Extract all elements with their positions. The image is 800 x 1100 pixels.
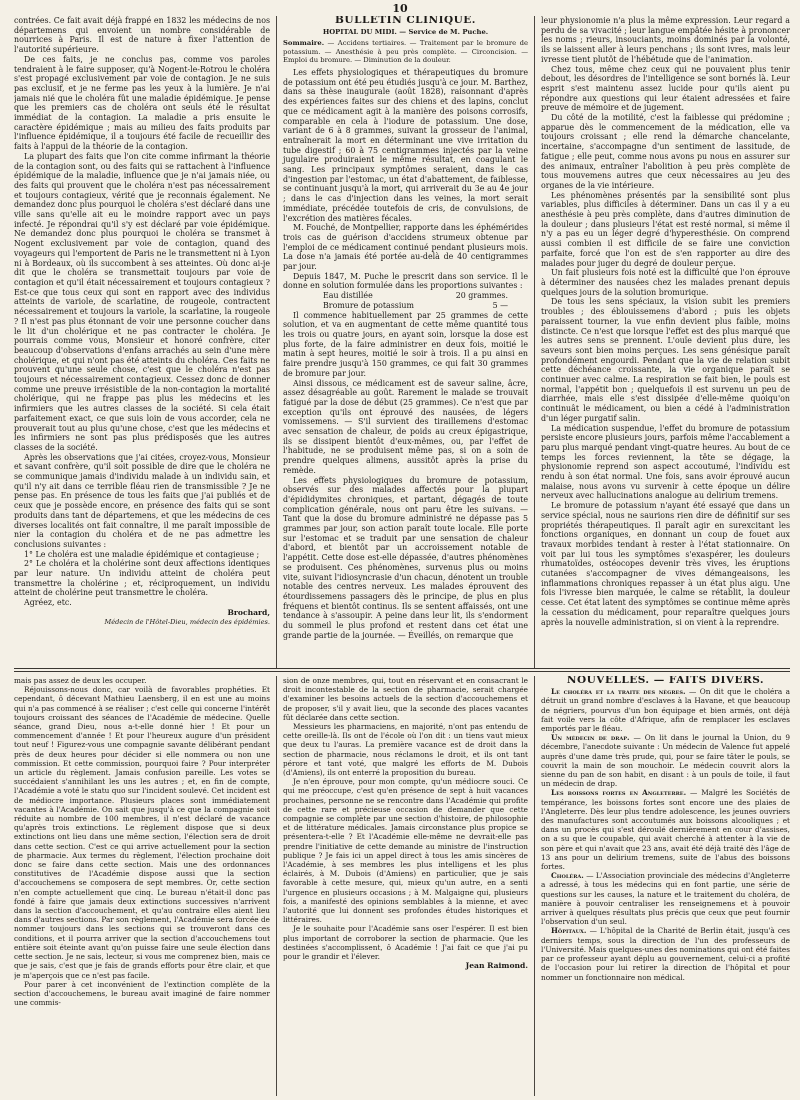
news-item-title: Les boissons fortes en Angleterre. [551, 788, 687, 798]
paragraph: Messieurs les pharmaciens, en majorité, n'ont pas entendu de cette oreille-là. Ils ont de l'école où l'on dit : un tiens vaut mieux que deux tu l'auras. La première vacance est de droit dans la section de pharmacie, nous réclamons le droit, et ils ont tant pérore et tant voté, que malgré les efforts de M. Dubois (d'Amiens), ils ont enterré la proposition du bureau. [283, 722, 528, 778]
recipe-amount: 20 grammes. [455, 291, 508, 301]
letter-column [14, 16, 276, 668]
upper-columns [14, 16, 790, 668]
divider [14, 671, 790, 672]
news-item-text: — L'Association provinciale des médecins d'Angleterre a adressé, à tous les médecins qui en font partie, une série de questions sur les causes, la nature et le traitement du choléra, de manière à pouvoir centraliser les renseignemens et à pouvoir arriver à quelques résultats plus précis que ceux que peut fournir l'observation d'un seul. [541, 871, 790, 927]
paragraph: La médication suspendue, l'effet du bromure de potassium persiste encore plusieurs jours, parfois même l'accablement a paru plus marqué pendant vingt-quatre heures. Au bout de ce temps les forces reviennent, la tête se dégage, la physionomie reprend son aspect accoutumé, l'individu est rendu à son état normal. Une fois, sans avoir éprouvé aucun malaise, nous avons vu survenir à cette époque un délire nerveux avec hallucinations analogue au delirium tremens. [541, 423, 790, 501]
recipe-line [283, 291, 528, 301]
section-heading: BULLETIN CLINIQUE. [335, 16, 476, 26]
page-number: 10 [392, 2, 408, 15]
paragraph: Le bromure de potassium n'ayant été essayé que dans un service spécial, nous ne saurions rien dire de définitif sur ses propriétés thérapeutiques. Il paraît agir en surexcitant les fonctions organiques, en donnant un coup de fouet aux travaux morbides tendant à rester à l'état stationnaire. On voit par lui tous les symptômes s'exaspérer, les douleurs rhumatoïdes, ostéocopes devenir très vives, les éruptions cutanées s'accompagner de vives démangeaisons, les inflammations chroniques repasser à un état plus aigu. Une fois l'ivresse bien marquée, le calme se rétablit, la douleur cesse. Cet état latent des symptômes se continue même après la cessation du médicament, pour reparaître quelques jours après la nouvelle administration, si on vient à la reprendre. [541, 501, 790, 627]
paragraph: Un fait plusieurs fois noté est la difficulté que l'on éprouve à déterminer des nausées chez les malades prenant depuis quelques jours de la solution bromurique. [541, 268, 790, 297]
signature-title: Médecin de l'Hôtel-Dieu, médecin des épidémies. [104, 617, 270, 626]
news-item [541, 687, 790, 733]
paragraph: Les effets physiologiques du bromure de potassium, observés sur des malades affectés pour la plupart d'épididymites chroniques, et partant, dégagés de toute complication générale, nous ont paru être les suivans. — Tant que la dose du bromure administré ne dépasse pas 5 grammes par jour, son action paraît toute locale. Elle porte sur l'estomac et se traduit par une sensation de chaleur d'abord, et bientôt par un accroissement notable de l'appétit. Cette dose est-elle dépassée, d'autres phénomènes se produisent. Ces phénomènes, survenus plus ou moins vite, suivant l'idiosyncrasie d'un chacun, dénotent un trouble notable des centres nerveux. Les malades éprouvent des étourdissemens passagers dès le principe, de plus en plus fréquens et bientôt continus. Ils se sentent affaissés, ont une tendance à s'assoupir. A peine dans leur lit, ils s'endorment du sommeil le plus profond et restent dans cet état une grande partie de la journée. — Éveillés, on remarque que [283, 475, 528, 640]
paragraph: Réjouissons-nous donc, car voilà de favorables prophéties. Et cependant, ô décevant Mathieu Laensberg, il en est une au moins qui n'a pas commencé à se réaliser ; c'est celle qui concerne l'intérêt toujours croissant des séances de l'Académie de médecine. Quelle séance, grand Dieu, nous a-t-elle donné hier ! Et pour un commencement d'année ! Et pour l'heureux augure d'un président tout neuf ! Figurez-vous une compagnie savante délibérant pendant près de deux heures pour décider si elle nommera ou non une commission. Et cette commission, pourquoi faire ? Pour interpréter un article du règlement. Jamais confusion pareille. Les votes se succédaient s'annihilant les uns les autres ; et, en fin de compte, l'Académie a voté le statu quo sur l'incident soulevé. Cet incident est de médiocre importance. Plusieurs places sont immédiatement vacantes à l'Académie. On sait que jusqu'à ce que la compagnie soit réduite au nombre de 100 membres, il n'est déclaré de vacance qu'après trois extinctions. Le règlement dispose que si deux extinctions ont lieu dans une même section, l'élection sera de droit dans cette section. C'est ce qui arrive actuellement pour la section de pharmacie. Aux termes du règlement, l'élection prochaine doit donc se faire dans cette section. Mais une des ordonnances constitutives de l'Académie dispose aussi que la section d'accouchemens se composera de sept membres. Or, cette section n'en compte actuellement que cinq. Le bureau n'était-il donc pas fondé à faire que jamais deux extinctions successives n'arrivent dans la section d'accouchement, et qu'au contraire elles aient lieu dans d'autres sections. Par son règlement, l'Académie sera forcée de nommer toujours dans les sections qui se trouveront dans ces conditions, et il pourra arriver que la section d'accouchemens tout entière soit éteinte avant qu'on puisse faire une seule élection dans cette section. Je ne sais, lecteur, si vous me comprenez bien, mais ce que je sais, c'est que je fais de grands efforts pour être clair, et que je m'aperçois que ce n'est pas facile. [14, 685, 270, 980]
paragraph: 1° Le choléra est une maladie épidémique et contagieuse ; [24, 549, 260, 559]
bulletin-continued-column [534, 16, 790, 668]
news-item-text: — Malgré les Sociétés de tempérance, les boissons fortes sont encore une des plaies de l'Angleterre. Dès leur plus tendre adolescence, les jeunes ouvriers des manufactures sont accoutumés aux boissons alcooliques ; et dans un procès qui s'est déroulé dernièrement en cour d'assises, on a su que le coupable, qui avait cherché à attenter à la vie de son père et qui n'avait que 23 ans, avait été déjà traité dès l'âge de 13 ans pour un delirium tremens, suite de l'abus des boissons fortes. [541, 788, 790, 872]
summary-label: Sommaire. [283, 39, 325, 48]
news-item-title: Hôpitaux. [551, 926, 587, 936]
paragraph: leur physionomie n'a plus la même expression. Leur regard a perdu de sa vivacité ; leur langue empâtée hésite à prononcer les noms ; rieurs, insouciants, moins dominés par la volonté, ils se laissent aller à leurs penchans ; ils sont ivres, mais leur ivresse tient plutôt de l'hébétude que de l'animation. [541, 16, 790, 64]
divider [14, 668, 790, 669]
signature: Brochard, [227, 607, 270, 617]
paragraph: Ainsi dissous, ce médicament est de saveur saline, âcre, assez désagréable au goût. Rarement le malade se trouvait fatigué par la dose de début (25 grammes). Ce n'est que par exception qu'ils ont éprouvé des nausées, de légers vomissemens. — S'il survient des tiraillemens d'estomac avec sensation de chaleur, de poids au creux épigastrique, ils se dissipent bientôt d'eux-mêmes, ou, par l'effet de l'habitude, ne se produisent même pas, si on a soin de prendre quelques alimens, aussitôt après la prise du remède. [283, 378, 528, 475]
news-item-title: Choléra. [551, 871, 584, 881]
recipe-ingredient: Bromure de potassium [323, 300, 414, 310]
paragraph: De tous les sens spéciaux, la vision subit les premiers troubles ; des éblouissemens d'abord ; puis les objets paraissent tourner, la vue enfin devient plus faible, moins distincte. Ce n'est que lorsque l'effet est des plus marqué que les autres sens se prennent. L'ouïe devient plus dure, les saveurs sont bien moins perçues. Les sens génésique paraît profondément engourdi. Pendant que la vie de relation subit cette déchéance croissante, la vie organique paraît se continuer avec calme. La respiration se fait bien, le pouls est normal, l'appétit bon ; quelquefois il est survenu un peu de diarrhée, mais elle s'est dissipée d'elle-même quoiqu'on continuât le médicament, ou bien a cédé à l'administration d'un léger purgatif salin. [541, 297, 790, 423]
paragraph: 2° Le choléra et la cholérine sont deux affections identiques par leur nature. Un individu atteint de choléra peut transmettre la cholérine ; et, réciproquement, un individu atteint de cholérine peut transmettre le choléra. [14, 559, 270, 598]
paragraph: Pour parer à cet inconvénient de l'extinction complète de la section d'accouchemens, le bureau avait imaginé de faire nommer une commis- [14, 979, 270, 1008]
paragraph: mais pas assez de deux les occuper. [14, 676, 147, 685]
paragraph: Je le souhaite pour l'Académie sans oser l'espérer. Il est bien plus important de corroborer la section de pharmacie. Que les destinées s'accomplissent, ô Académie ! J'ai fait ce que j'ai pu pour le grandir et l'élever. [283, 924, 528, 962]
paragraph: Agréez, etc. [24, 598, 72, 608]
paragraph: sion de onze membres, qui, tout en réservant et en consacrant le droit incontestable de la section de pharmacie, serait chargée d'examiner les besoins actuels de la section d'accouchemens et de proposer, s'il y avait lieu, que la seconde des places vacantes fût déclarée dans cette section. [283, 676, 528, 722]
paragraph: contrées. Ce fait avait déjà frappé en 1832 les médecins de nos départemens qui envoient un nombre considérable de nourrices à Paris. Il est de nature à fixer l'attention de l'autorité supérieure. [14, 16, 270, 55]
news-column [534, 676, 790, 1096]
paragraph: Les phénomènes présentés par la sensibilité sont plus variables, plus difficiles à déterminer. Dans un cas il y a eu anesthésie à peu près complète, dans d'autres diminution de la douleur ; dans plusieurs l'état est resté normal, si même il n'y a pas eu un léger degré d'hyperesthésie. On comprend aussi combien il est difficile de se faire une conviction parfaite, forcé que l'on est de s'en rapporter au dire des malades pour juger du degré de douleur perçue. [541, 190, 790, 268]
news-item [541, 871, 790, 926]
paragraph: Je n'en éprouve, pour mon compte, qu'un médiocre souci. Ce qui me préoccupe, c'est qu'en présence de sept à huit vacances prochaines, personne ne se rencontre dans l'Académie qui profite de cette rare et précieuse occasion de demander que cette compagnie se complète par une section d'histoire, de philosophie et de littérature médicales. Jamais circonstance plus propice se présentera-t-elle ? Et l'Académie elle-même ne devrait-elle pas prendre l'initiative de cette demande au ministre de l'instruction publique ? Je fais ici un appel direct à tous les amis sincères de l'Académie, à ses membres les plus intelligens et les plus éclairés, à M. Dubois (d'Amiens) en particulier, que je sais favorable à cette mesure, qui, mieux qu'un autre, en a senti l'urgence en plusieurs occasions ; à M. Malgaigne qui, plusieurs fois, a manifesté des opinions semblables à la mienne, et avec l'autorité que lui donnent ses profondes études historiques et littéraires. [283, 777, 528, 925]
news-item [541, 926, 790, 981]
feuilleton-column-1 [14, 676, 276, 1096]
summary-text: — Accidens tertiaires. — Traitement par le bromure de potassium. — Anesthésie à peu près complète. — Circoncision. — Emploi du bromure. — Diminution de la douleur. [283, 39, 528, 64]
news-item-title: Le choléra et la traite des nègres. [551, 687, 686, 697]
feuilleton-column-2 [276, 676, 534, 1096]
recipe-ingredient: Eau distillée [323, 291, 373, 301]
news-item [541, 733, 790, 788]
paragraph: Les effets physiologiques et thérapeutiques du bromure de potassium ont été peu étudiés jusqu'à ce jour. M. Barthez, dans sa thèse inaugurale (août 1828), raisonnant d'après des expériences faites sur des chiens et des lapins, conclut que ce médicament agit à la manière des poisons corrosifs, comparable en cela à l'iodure de potassium. Une dose, variant de 6 à 8 grammes, suivant la grosseur de l'animal, entraînerait la mort en déterminant une vive irritation du tube digestif ; 60 à 75 centigrammes injectés par la veine jugulaire produiraient le même résultat, en coagulant le sang. Les principaux symptômes seraient, dans le cas d'ingestion par l'estomac, un état d'abattement, de faiblesse, se continuant jusqu'à la mort, qui arriverait du 3e au 4e jour ; dans le cas d'injection dans les veines, la mort serait immédiate, précédée toutefois de cris, de convulsions, de l'excrétion des matières fécales. [283, 68, 529, 223]
recipe-amount: 5 — [492, 300, 508, 310]
paragraph: Depuis 1847, M. Puche le prescrit dans son service. Il le donne en solution formulée dans les proportions suivantes : [283, 271, 528, 291]
news-item-text: — L'hôpital de la Charité de Berlin était, jusqu'à ces derniers temps, sous la direction de l'un des professeurs de l'Université. Mais quelques-unes des nominations qui ont été faites par ce professeur ayant déplu au gouvernement, celui-ci a profité de l'occasion pour lui retirer la direction de l'hôpital et pour nommer un fonctionnaire non médical. [541, 926, 790, 982]
paragraph: Chez tous, même chez ceux qui ne pouvaient plus tenir debout, les désordres de l'intelligence se sont bornés là. Leur esprit s'est maintenu assez lucide pour qu'ils aient pu répondre aux questions qui leur étaient adressées et faire preuve de mémoire et de jugement. [541, 64, 790, 113]
signature: Jean Raimond. [465, 961, 528, 971]
paragraph: De ces faits, je ne conclus pas, comme vos paroles tendraient à le faire supposer, qu'à Nogent-le-Rotrou le choléra s'est propagé exclusivement par voie de contagion. Je ne suis pas exclusif, et je ne ferme pas les yeux à la lumière. Je n'ai jamais nié que le choléra fût une maladie épidémique. Je pense que les premiers cas de choléra ont seuls été le résultat immédiat de la contagion. La maladie a pris ensuite le caractère épidémique ; mais au milieu des faits produits par l'influence épidémique, il a toujours été facile de recueillir des faits à l'appui de la théorie de la contagion. [14, 54, 270, 152]
paragraph: Après les observations que j'ai citées, croyez-vous, Monsieur et savant confrère, qu'il soit possible de dire que le choléra ne se communique jamais d'individu malade à un individu sain, et qu'il n'y ait dans ce terrible fléau rien de transmissible ? Je ne pense pas. En présence de tous les faits que j'ai publiés et de ceux que je possède encore, en présence des faits qui se sont produits dans tant de départemens, et que les médecins de ces diverses localités ont fait connaître, il me paraît impossible de nier la contagion du choléra et de ne pas admettre les conclusions suivantes : [14, 452, 270, 549]
bulletin-column [276, 16, 534, 668]
hospital-subheading: HOPITAL DU MIDI. — Service de M. Puche. [322, 27, 489, 36]
news-item-text: — On lit dans le journal la Union, du 9 décembre, l'anecdote suivante : Un médecin de Valence fut appelé auprès d'une dame très prude, qui, pour se faire tâter le pouls, se couvrit la main de son mouchoir. Le médecin couvrit alors la sienne du pan de son habit, en disant : à un pouls de toile, il faut un médecin de drap. [541, 733, 790, 789]
paragraph: M. Fouché, de Montpellier, rapporte dans les éphémérides trois cas de guérison d'accidens strumeux obtenue par l'emploi de ce médicament continué pendant plusieurs mois. La dose n'a jamais été portée au-delà de 40 centigrammes par jour. [283, 223, 528, 272]
paragraph: Il commence habituellement par 25 grammes de cette solution, et va en augmentant de cette même quantité tous les trois ou quatre jours, en ayant soin, lorsque la dose est plus forte, de la faire administrer en deux fois, moitié le matin à sept heures, moitié le soir à trois. Il a pu ainsi en faire prendre jusqu'à 150 grammes, ce qui fait 30 grammes de bromure par jour. [283, 310, 528, 378]
feuilleton-columns [14, 676, 790, 1096]
paragraph: Du côté de la motilité, c'est la faiblesse qui prédomine ; apparue dès le commencement de la médication, elle va toujours croissant ; elle rend la démarche chancelante, incertaine, s'accompagne d'un sentiment de lassitude, de fatigue ; elle peut, comme nous avons pu nous en assurer sur des animaux, entraîner l'abolition à peu près complète de tous mouvemens autres que ceux nécessaires au jeu des organes de la vie intérieure. [541, 113, 790, 190]
news-item-title: Un médecin de drap. [551, 733, 630, 743]
news-item [541, 788, 790, 871]
paragraph: La plupart des faits que l'on cite comme infirmant la théorie de la contagion sont, ou des faits qui se rattachent à l'influence épidémique de la maladie, influence que je n'ai jamais niée, ou des faits qui prouvent que le choléra n'est pas nécessairement et toujours contagieux, vérité que je reconnais également. Ne demandez donc plus pourquoi le choléra s'est déclaré dans une ville sans qu'elle ait eu le moindre rapport avec un pays infecté. Je répondrai qu'il s'y est déclaré par voie épidémique. Ne demandez donc plus pourquoi le choléra se transmet à Nogent exclusivement par voie de contagion, quand des voyageurs qui l'emportent de Paris ne le transmettent ni à Lyon ni à Bordeaux, où ils succombent à ses atteintes. Où donc ai-je dit que le choléra se transmettait toujours par voie de contagion et qu'il était nécessairement et toujours contagieux ? Est-ce que tous ceux qui sont en rapport avec des individus atteints de variole, de scarlatine, de rougeole, contractent nécessairement et toujours la variole, la scarlatine, la rougeole ? Il n'est pas plus étonnant de voir une personne coucher dans le lit d'un cholérique et ne pas contracter le choléra. Je pourrais comme vous, Monsieur et honoré confrère, citer beaucoup d'observations d'enfans arrachés au sein d'une mère cholérique, et qui n'ont pas été atteints du choléra. Ces faits ne prouvent qu'une seule chose, c'est que le choléra n'est pas toujours et nécessairement contagieux. Cessez donc de donner comme une preuve irrésistible de la non-contagion la mortalité cholérique, qui ne frappe pas plus les médecins et les infirmiers que les autres classes de la société. Si cela était parfaitement exact, ce que suis loin de vous accorder, cela ne prouverait tout au plus qu'une chose, c'est que les médecins et les infirmiers ne sont pas plus prédisposés que les autres classes de la société. [14, 151, 270, 452]
summary [283, 39, 528, 64]
news-item-text: — On dit que le choléra a détruit un grand nombre d'esclaves à la Havane, et que beaucoup de négriers, pourvus d'un bon équipage et bien armés, ont déjà fait voile vers la côte d'Afrique, afin de remplacer les esclaves emportés par le fléau. [541, 687, 790, 734]
recipe-line [283, 301, 528, 311]
section-heading: NOUVELLES. — FAITS DIVERS. [566, 676, 765, 686]
